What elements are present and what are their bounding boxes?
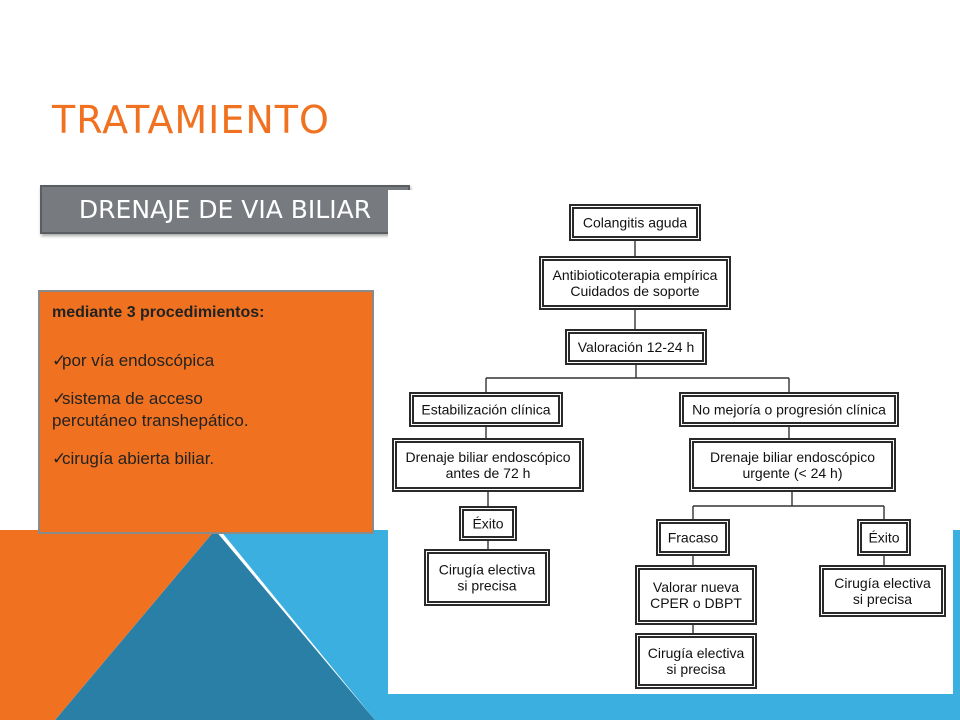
flow-node-label: si precisa [457,577,517,594]
procedures-box [38,290,374,534]
flow-node [820,566,945,616]
flow-node-label: Fracaso [667,529,719,546]
flow-node-label: Cirugía electiva [834,575,931,591]
procedure-item [52,388,362,432]
flow-node-label: Valorar nueva [652,579,740,595]
procedure-item [52,448,362,470]
flow-node-label: Cuidados de soporte [570,283,700,299]
flow-node [460,507,516,540]
flow-node-label: Cirugía electiva [647,645,745,661]
flow-node-label: No mejoría o progresión clínica [692,401,886,418]
flow-node-label: Éxito [472,515,504,532]
flow-node [680,393,898,426]
flow-node [410,393,562,426]
flow-node-label: Cirugía electiva [438,561,536,578]
flow-node [636,566,756,624]
procedures-intro: mediante 3 procedimientos: [52,304,265,321]
checkmark-icon: ✓ [52,351,67,370]
flow-node [636,634,756,688]
flow-node-label: si precisa [852,591,913,607]
flow-node [425,550,549,605]
flow-node [393,439,583,491]
procedure-text: por vía endoscópica [62,351,215,370]
flow-node-label: Valoración 12-24 h [577,339,695,355]
procedure-item [52,350,362,372]
flow-node-label: Éxito [868,529,900,546]
flow-node-label: Colangitis aguda [582,214,688,231]
slide-title: TRATAMIENTO [52,98,330,142]
flow-node-label: CPER o DBPT [650,595,742,611]
flowchart-panel [388,190,953,694]
flow-node [566,330,706,364]
flow-node [657,520,729,555]
flowchart [388,190,953,694]
flow-node [690,439,895,491]
flow-node-label: Estabilización clínica [421,401,551,418]
procedure-text: cirugía abierta biliar. [62,449,215,468]
flow-node [570,205,700,240]
checkmark-icon: ✓ [52,389,67,408]
checkmark-icon: ✓ [52,449,67,468]
procedure-text-continued: percutáneo transhepático. [52,411,249,430]
flow-node [858,520,910,555]
flow-node-label: Antibioticoterapia empírica [552,267,718,283]
flow-node-label: si precisa [666,661,726,677]
procedure-text: sistema de acceso [62,389,203,408]
flow-node-label: antes de 72 h [445,465,531,481]
subtitle-box: DRENAJE DE VIA BILIAR [40,185,410,234]
flow-node-label: urgente (< 24 h) [742,465,843,481]
flow-node-label: Drenaje biliar endoscópico [710,449,875,465]
flow-node [540,257,730,309]
flow-node-label: Drenaje biliar endoscópico [405,449,571,465]
